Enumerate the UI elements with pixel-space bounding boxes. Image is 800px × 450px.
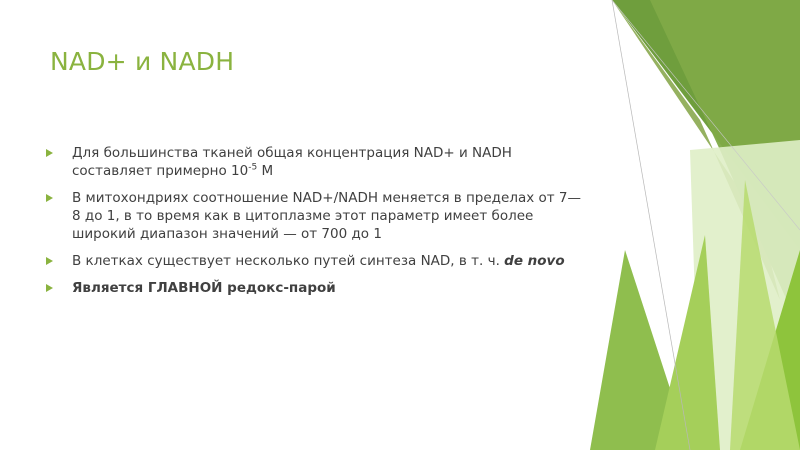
bullet-arrow-icon	[46, 284, 53, 292]
bullet-arrow-icon	[46, 194, 53, 202]
bullet-ratio	[46, 189, 586, 243]
bullet-list	[46, 144, 586, 306]
slide-title: NAD+ и NADH	[50, 47, 235, 76]
bullet-text: В митохондриях соотношение NAD+/NADH меняется в пределах от 7—8 до 1, в то время как в цитоплазме этот параметр имеет более широкий диапазон значений — от 700 до 1	[72, 190, 582, 242]
bullet-arrow-icon	[46, 257, 53, 265]
bullet-text-tail: М	[257, 163, 274, 179]
bullet-text: Для большинства тканей общая концентрация NAD+ и NADH составляет примерно 10	[72, 145, 512, 179]
bullet-redox-pair	[46, 279, 586, 297]
bullet-emphasis: de novo	[504, 253, 565, 269]
bullet-synthesis	[46, 252, 586, 270]
bullet-concentration	[46, 144, 586, 180]
bullet-superscript: -5	[248, 162, 258, 173]
bullet-text: Является ГЛАВНОЙ редокс-парой	[72, 280, 336, 296]
bullet-text: В клетках существует несколько путей синтеза NAD, в т. ч.	[72, 253, 505, 269]
bullet-arrow-icon	[46, 149, 53, 157]
